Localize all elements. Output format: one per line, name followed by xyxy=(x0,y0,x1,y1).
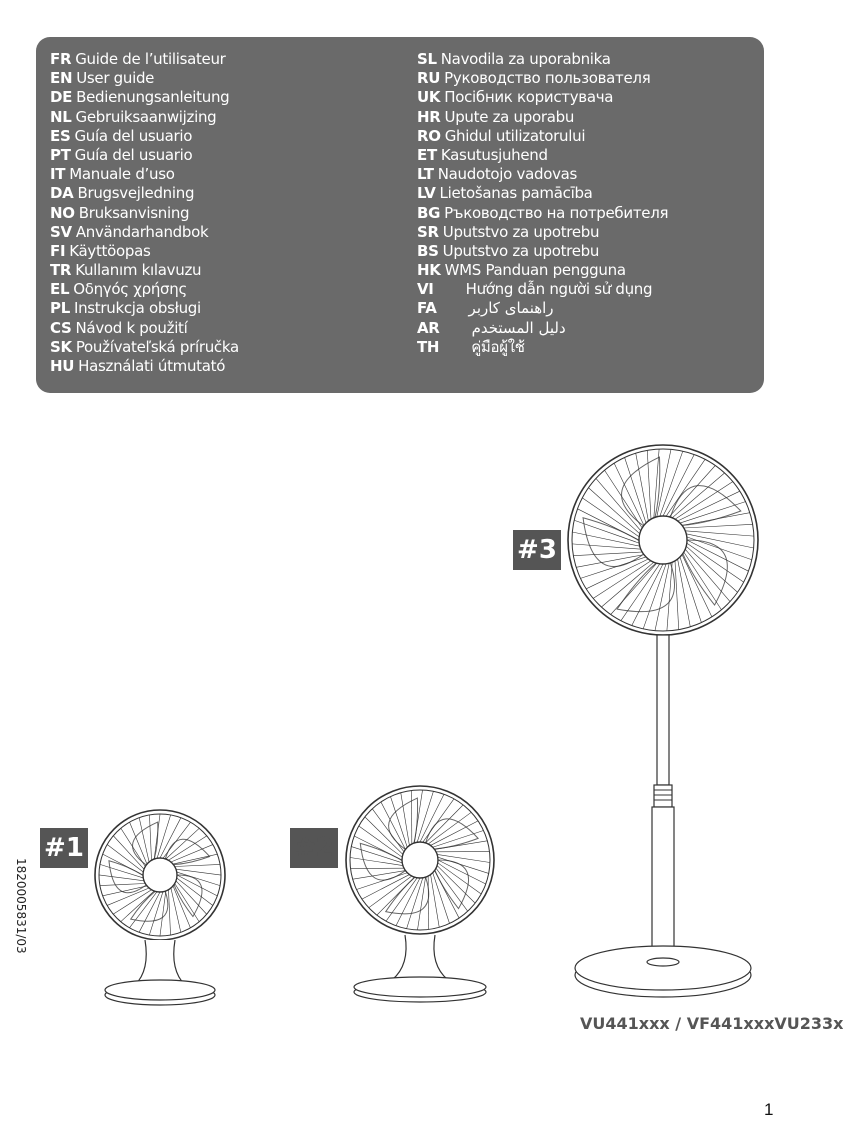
language-name: Naudotojo vadovas xyxy=(437,165,578,184)
small-desk-fan-illustration xyxy=(90,800,230,1010)
language-row-bg xyxy=(417,204,668,223)
language-row-da xyxy=(50,184,239,203)
language-row-ro xyxy=(417,127,668,146)
language-list-right xyxy=(417,50,668,357)
language-name: Руководство пользователя xyxy=(444,69,651,88)
fan-tag-2: #2 xyxy=(290,828,338,868)
language-row-et xyxy=(417,146,668,165)
fan-tag-3: #3 xyxy=(513,530,561,570)
model-number: VU441xxx / VF441xxxVU233x xyxy=(580,1014,843,1033)
language-code: ES xyxy=(50,126,71,145)
language-row-vi xyxy=(417,280,668,299)
language-name: Upute za uporabu xyxy=(444,107,575,126)
language-name: راهنمای کاربر xyxy=(468,299,554,318)
language-code: FI xyxy=(50,241,66,260)
language-row-uk xyxy=(417,88,668,107)
language-row-es xyxy=(50,127,239,146)
medium-desk-fan-illustration xyxy=(340,785,500,1005)
language-code: TR xyxy=(50,261,72,280)
language-name: Bedienungsanleitung xyxy=(76,88,230,107)
language-code: NO xyxy=(50,203,75,222)
language-code: HU xyxy=(50,357,75,375)
language-name: Uputstvo za upotrebu xyxy=(442,222,600,241)
language-code: PT xyxy=(50,145,71,164)
language-name: Návod k použití xyxy=(75,318,188,337)
language-code: LT xyxy=(417,165,434,184)
language-name: Uputstvo za upotrebu xyxy=(442,241,600,260)
language-code: UK xyxy=(417,88,441,107)
language-code: SR xyxy=(417,222,439,241)
language-row-fa xyxy=(417,299,668,318)
language-code: DE xyxy=(50,88,73,107)
language-code: EL xyxy=(50,280,70,299)
language-name: Kullanım kılavuzu xyxy=(75,261,202,280)
language-list-left xyxy=(50,50,239,376)
language-name: Ghidul utilizatorului xyxy=(444,126,586,145)
language-name: Gebruiksaanwijzing xyxy=(75,107,217,126)
language-panel xyxy=(36,37,764,393)
stand-fan-illustration xyxy=(540,440,770,1010)
fan-head xyxy=(95,810,225,940)
language-row-fi xyxy=(50,242,239,261)
fan-head xyxy=(568,445,758,635)
language-name: คู่มือผู้ใช้ xyxy=(471,337,525,356)
language-code: RO xyxy=(417,126,441,145)
language-name: Používateľská príručka xyxy=(75,337,239,356)
language-name: Guía del usuario xyxy=(74,126,193,145)
language-row-sk xyxy=(50,338,239,357)
fan-tag-1: #1 xyxy=(40,828,88,868)
language-row-sv xyxy=(50,223,239,242)
language-row-de xyxy=(50,88,239,107)
language-name: Οδηγός χρήσης xyxy=(73,280,187,299)
language-code: SK xyxy=(50,337,72,356)
language-name: Användarhandbok xyxy=(75,222,209,241)
fan-head xyxy=(346,786,494,934)
language-name: Guía del usuario xyxy=(74,145,193,164)
language-code: BS xyxy=(417,241,439,260)
language-name: Navodila za uporabnika xyxy=(440,50,611,68)
language-code: CS xyxy=(50,318,72,337)
language-name: Guide de l’utilisateur xyxy=(75,50,226,68)
language-code: FA xyxy=(417,299,437,318)
language-code: HK xyxy=(417,261,441,280)
language-code: FR xyxy=(50,50,72,68)
language-row-th xyxy=(417,338,668,357)
language-name: دليل المستخدم xyxy=(471,318,566,337)
language-code: PL xyxy=(50,299,70,318)
language-name: Ръководство на потребителя xyxy=(444,203,669,222)
language-code: LV xyxy=(417,184,436,203)
page-number: 1 xyxy=(764,1100,774,1119)
document-code: 1820005831/03 xyxy=(14,858,28,954)
language-row-lv xyxy=(417,184,668,203)
language-row-hk xyxy=(417,261,668,280)
language-row-el xyxy=(50,280,239,299)
language-name: Lietošanas pamācība xyxy=(439,184,593,203)
language-code: RU xyxy=(417,69,441,88)
language-name: Käyttöopas xyxy=(69,241,151,260)
language-code: HR xyxy=(417,107,441,126)
language-row-nl xyxy=(50,108,239,127)
language-row-it xyxy=(50,165,239,184)
language-code: AR xyxy=(417,318,440,337)
language-row-en xyxy=(50,69,239,88)
language-row-tr xyxy=(50,261,239,280)
language-code: VI xyxy=(417,280,434,299)
language-row-hr xyxy=(417,108,668,127)
language-code: NL xyxy=(50,107,72,126)
language-row-cs xyxy=(50,319,239,338)
language-row-pt xyxy=(50,146,239,165)
language-name: Manuale d’uso xyxy=(69,165,175,184)
language-row-hu xyxy=(50,357,239,376)
language-code: SV xyxy=(50,222,72,241)
language-name: Használati útmutató xyxy=(78,357,226,375)
language-name: User guide xyxy=(76,69,155,88)
language-row-fr xyxy=(50,50,239,69)
language-name: Brugsvejledning xyxy=(77,184,195,203)
language-row-lt xyxy=(417,165,668,184)
language-row-bs xyxy=(417,242,668,261)
language-row-sr xyxy=(417,223,668,242)
language-row-ar xyxy=(417,319,668,338)
language-code: IT xyxy=(50,165,66,184)
language-name: WMS Panduan pengguna xyxy=(444,261,626,280)
language-name: Bruksanvisning xyxy=(78,203,190,222)
language-name: Посібник користувача xyxy=(444,88,614,107)
language-row-sl xyxy=(417,50,668,69)
language-row-pl xyxy=(50,299,239,318)
language-name: Hướng dẫn người sử dụng xyxy=(465,280,653,299)
language-row-ru xyxy=(417,69,668,88)
language-name: Instrukcja obsługi xyxy=(73,299,201,318)
language-code: EN xyxy=(50,69,73,88)
language-code: TH xyxy=(417,337,440,356)
language-row-no xyxy=(50,204,239,223)
language-code: DA xyxy=(50,184,74,203)
language-code: ET xyxy=(417,145,437,164)
language-code: SL xyxy=(417,50,437,68)
language-code: BG xyxy=(417,203,441,222)
language-name: Kasutusjuhend xyxy=(440,145,548,164)
